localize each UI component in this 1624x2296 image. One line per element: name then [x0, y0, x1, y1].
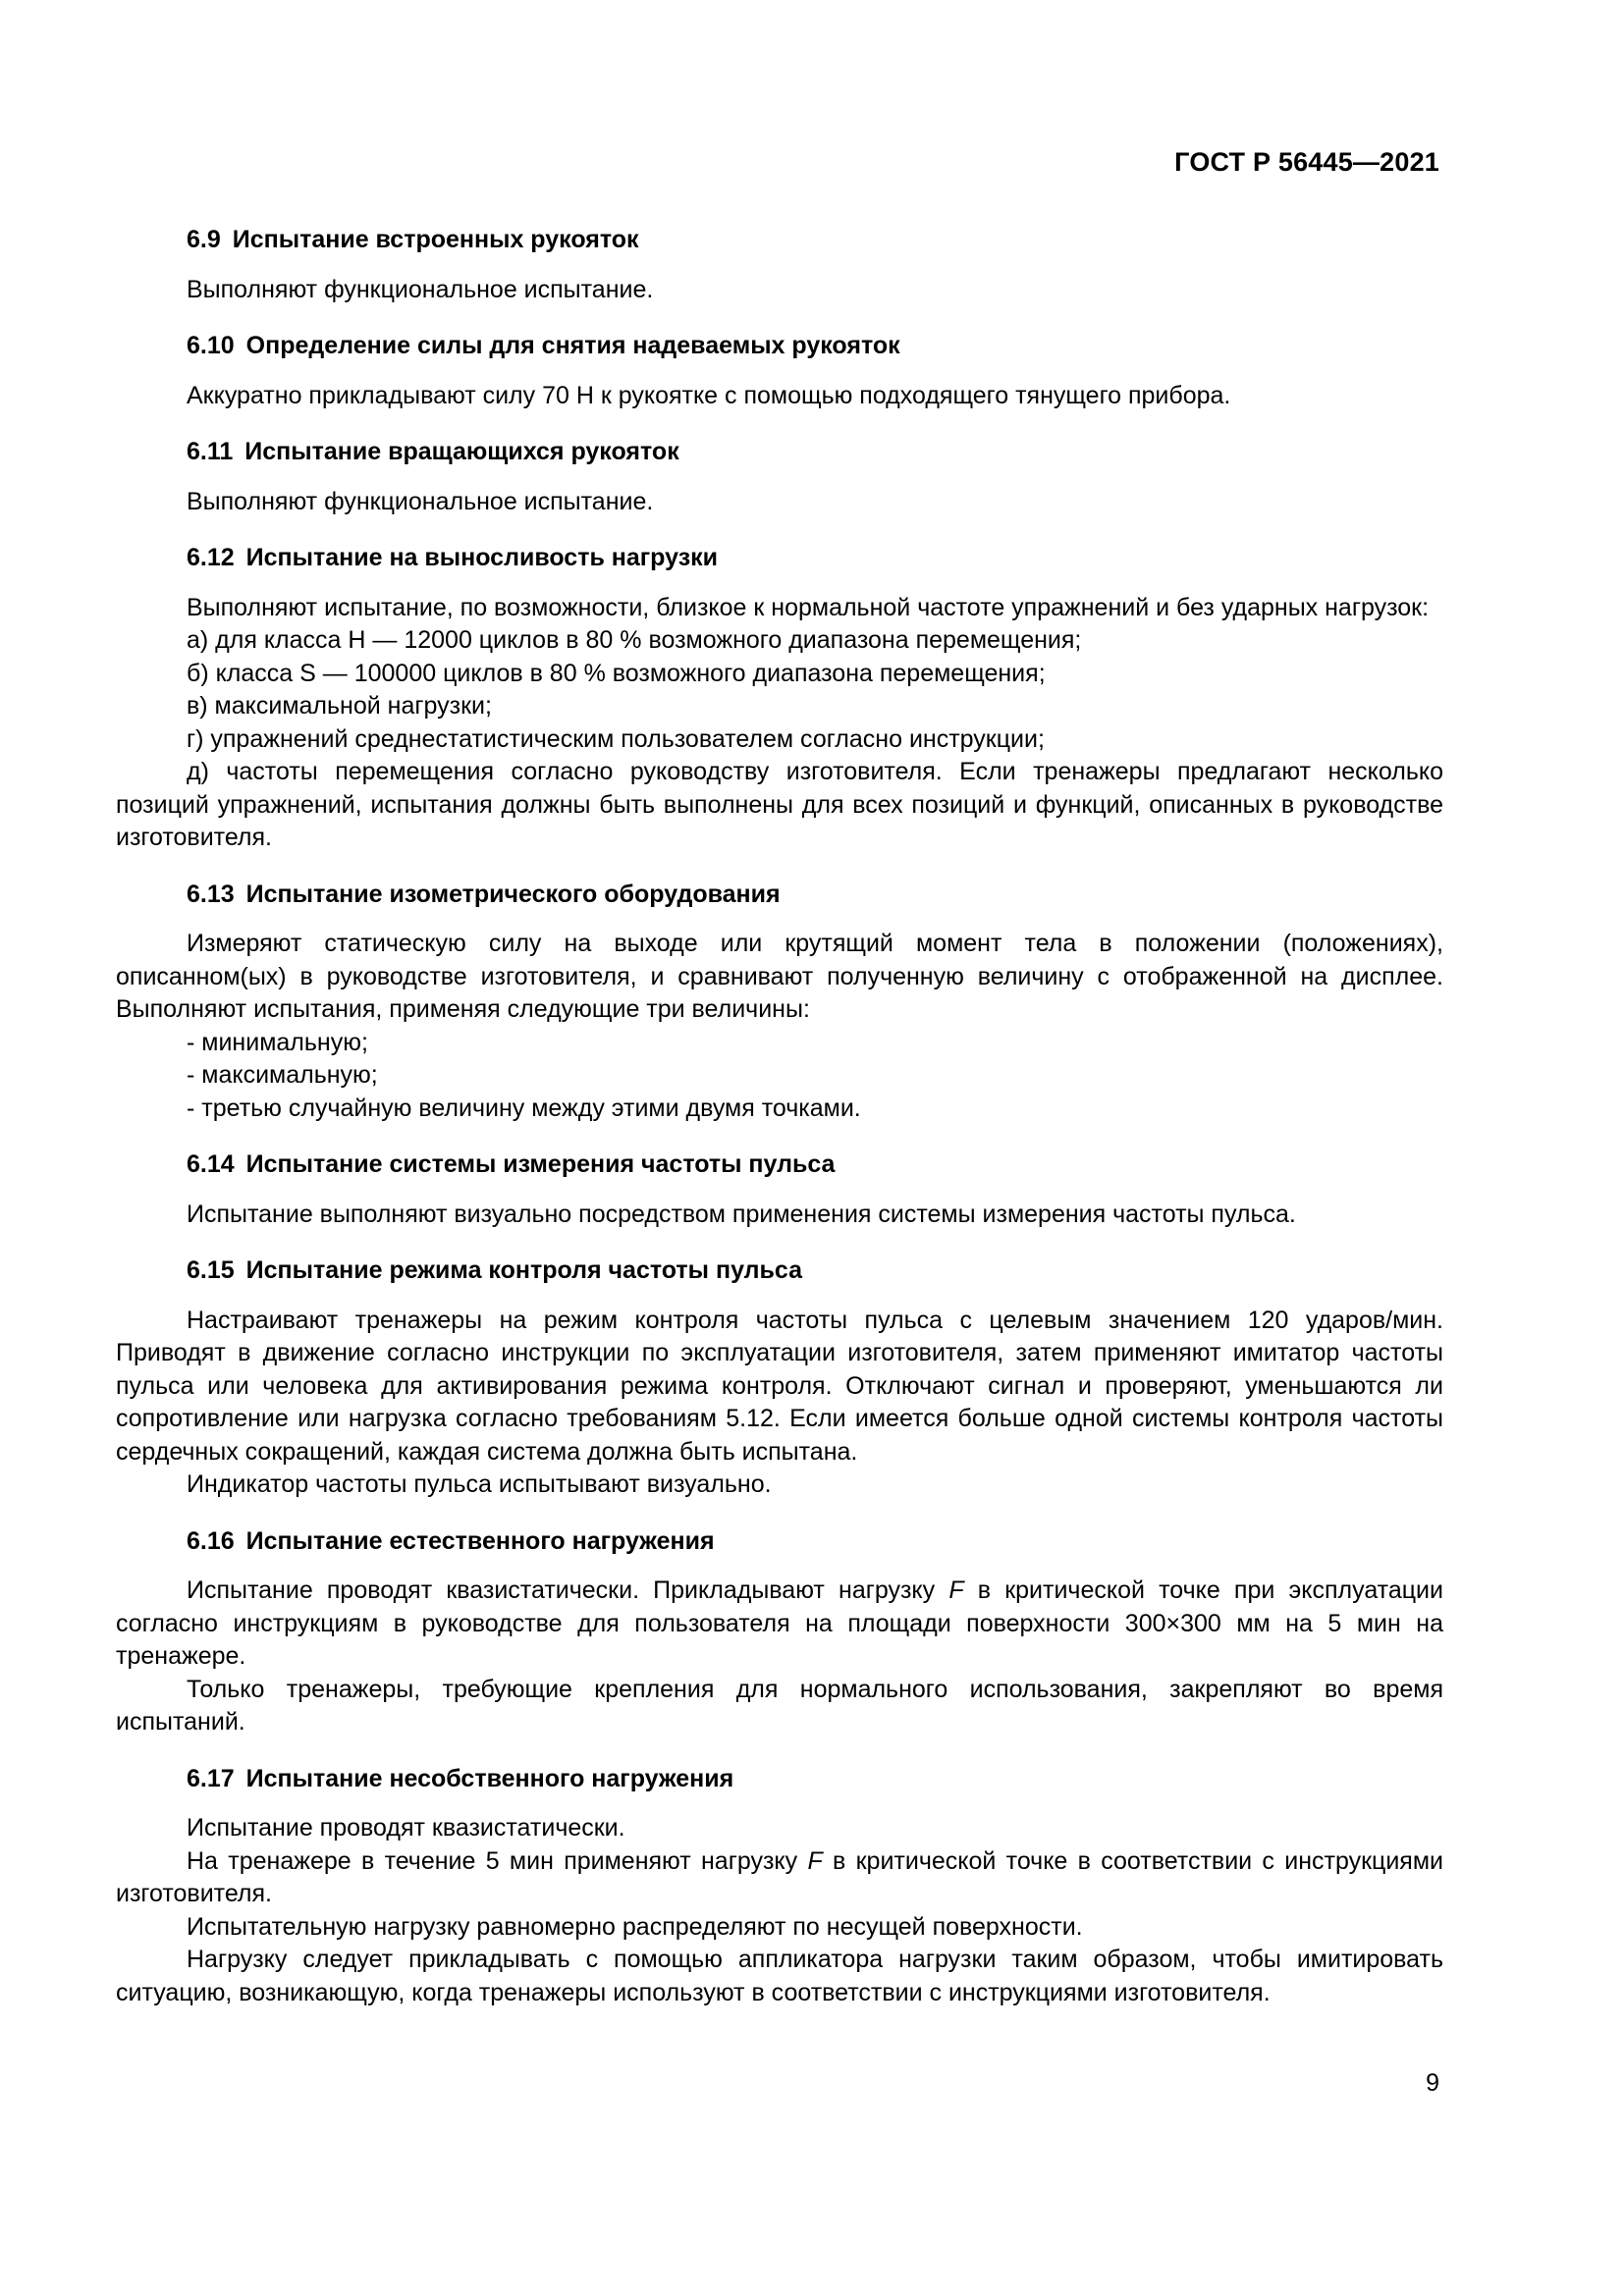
paragraph: Индикатор частоты пульса испытывают визуально.	[187, 1470, 772, 1498]
list-item: в) максимальной нагрузки;	[187, 692, 492, 720]
paragraph-text: На тренажере в течение 5 мин применяют нагрузку	[187, 1846, 808, 1875]
paragraph: Измеряют статическую силу на выходе или крутящий момент тела в положении (положениях), описанном(ых) в руководстве изготовителя, и сравнивают полученную величину с отображенной на дисплее. Выполняют испытания, применяя следующие три величины:	[116, 930, 1443, 1023]
section-title-text: Испытание системы измерения частоты пульса	[245, 1150, 836, 1178]
paragraph-text: Испытание проводят квазистатически. Прикладывают нагрузку	[187, 1576, 949, 1604]
paragraph: Выполняют испытание, по возможности, близкое к нормальной частоте упражнений и без ударных нагрузок:	[187, 593, 1430, 621]
section-6-11-title	[116, 436, 1443, 469]
section-number: 6.16	[187, 1526, 235, 1555]
section-number: 6.12	[187, 544, 235, 571]
section-title-text: Испытание естественного нагружения	[245, 1526, 715, 1555]
section-6-16-title	[116, 1525, 1443, 1559]
section-6-17-title	[116, 1763, 1443, 1796]
section-6-15-title	[116, 1255, 1443, 1288]
section-6-14-title	[116, 1148, 1443, 1182]
section-number: 6.13	[187, 880, 235, 908]
section-number: 6.15	[187, 1256, 235, 1284]
list-item: а) для класса H — 12000 циклов в 80 % возможного диапазона перемещения;	[187, 626, 1082, 654]
list-item: д) частоты перемещения согласно руководству изготовителя. Если тренажеры предлагают несколько позиций упражнений, испытания должны быть выполнены для всех позиций и функций, описанных в руководстве изготовителя.	[116, 758, 1443, 851]
list-item: г) упражнений среднестатистическим пользователем согласно инструкции;	[187, 724, 1045, 753]
section-title-text: Испытание режима контроля частоты пульса	[245, 1256, 803, 1284]
paragraph: Испытание выполняют визуально посредством применения системы измерения частоты пульса.	[187, 1200, 1296, 1228]
paragraph: Испытание проводят квазистатически.	[187, 1814, 625, 1842]
page-number: 9	[1426, 2069, 1439, 2097]
force-symbol: F	[807, 1846, 823, 1875]
section-title-text: Испытание встроенных рукояток	[232, 226, 639, 253]
list-item: - максимальную;	[187, 1061, 378, 1089]
section-title-text: Определение силы для снятия надеваемых рукояток	[245, 332, 900, 359]
section-number: 6.17	[187, 1764, 235, 1792]
section-title-text: Испытание вращающихся рукояток	[244, 438, 679, 465]
paragraph-text: в критической точке в соответствии с инструкциями изготовителя.	[116, 1846, 1443, 1907]
paragraph: Аккуратно прикладывают силу 70 Н к рукоятке с помощью подходящего тянущего прибора.	[187, 381, 1231, 409]
section-6-9-title	[116, 224, 1443, 257]
paragraph-text: в критической точке при эксплуатации согласно инструкциям в руководстве для пользователя на площади поверхности 300×300 мм на 5 мин на тренажере.	[116, 1576, 1443, 1670]
paragraph	[116, 1575, 1443, 1674]
paragraph: Настраивают тренажеры на режим контроля частоты пульса с целевым значением 120 ударов/мин. Приводят в движение согласно инструкции по эксплуатации изготовителя, затем применяют имитатор частоты пульса или человека для активирования режима контроля. Отключают сигнал и проверяют, уменьшаются ли сопротивление или нагрузка согласно требованиям 5.12. Если имеется больше одной системы контроля частоты сердечных сокращений, каждая система должна быть испытана.	[116, 1306, 1443, 1466]
paragraph: Выполняют функциональное испытание.	[187, 487, 654, 515]
list-item: б) класса S — 100000 циклов в 80 % возможного диапазона перемещения;	[187, 659, 1046, 687]
paragraph: Выполняют функциональное испытание.	[187, 275, 654, 303]
list-item: - минимальную;	[187, 1028, 368, 1056]
section-number: 6.10	[187, 332, 235, 359]
section-6-10-title	[116, 330, 1443, 363]
list-item: - третью случайную величину между этими двумя точками.	[187, 1094, 861, 1122]
paragraph: Испытательную нагрузку равномерно распределяют по несущей поверхности.	[187, 1912, 1083, 1941]
section-title-text: Испытание изометрического оборудования	[245, 880, 781, 908]
section-title-text: Испытание на выносливость нагрузки	[245, 544, 719, 571]
paragraph: Только тренажеры, требующие крепления для нормального использования, закрепляют во время испытаний.	[116, 1675, 1443, 1735]
document-code-header: ГОСТ Р 56445—2021	[1174, 147, 1439, 177]
section-number: 6.14	[187, 1150, 235, 1178]
paragraph	[116, 1845, 1443, 1911]
section-6-12-title	[116, 542, 1443, 575]
section-6-13-title	[116, 879, 1443, 912]
document-body	[116, 224, 1443, 2009]
force-symbol: F	[948, 1576, 964, 1604]
section-title-text: Испытание несобственного нагружения	[245, 1764, 734, 1792]
section-number: 6.9	[187, 226, 221, 253]
paragraph: Нагрузку следует прикладывать с помощью аппликатора нагрузки таким образом, чтобы имитировать ситуацию, возникающую, когда тренажеры используют в соответствии с инструкциями изготовителя.	[116, 1946, 1443, 2006]
section-number: 6.11	[187, 438, 234, 465]
